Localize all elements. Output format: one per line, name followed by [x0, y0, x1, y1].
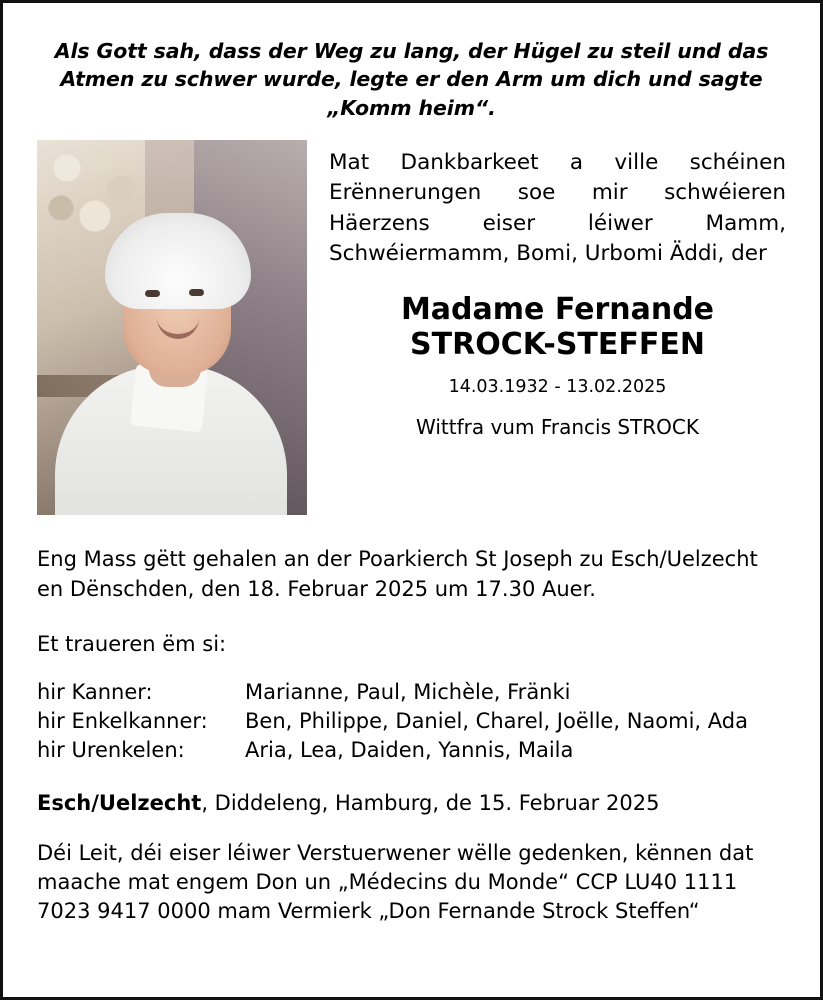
family-row: [37, 707, 786, 736]
donation-note: Déi Leit, déi eiser léiwer Verstuerwener wëlle gedenken, kënnen dat maache mat engem Don un „Médecins du Monde“ CCP LU40 1111 7023 9417 0000 mam Vermierk „Don Fernande Strock Steffen“: [37, 841, 754, 924]
portrait-hair: [105, 213, 251, 309]
life-dates: 14.03.1932 - 13.02.2025: [448, 376, 667, 397]
family-names: Ben, Philippe, Daniel, Charel, Joëlle, Naomi, Ada: [245, 709, 748, 734]
intro-text-column: [329, 140, 786, 439]
mass-info: Eng Mass gëtt gehalen an der Poarkierch St Joseph zu Esch/Uelzecht en Dënschden, den 18. Februar 2025 um 17.30 Auer.: [37, 546, 758, 601]
family-row: [37, 736, 786, 765]
primary-place: Esch/Uelzecht: [37, 791, 202, 816]
other-places: , Diddeleng, Hamburg, de 15. Februar 2025: [201, 791, 660, 816]
mourners-intro: Et traueren ëm si:: [37, 632, 227, 657]
family-names: Marianne, Paul, Michèle, Fränki: [245, 680, 571, 705]
deceased-name-line1: Madame Fernande: [400, 291, 715, 327]
deceased-name: [329, 292, 786, 363]
family-list: [37, 678, 786, 765]
family-names: Aria, Lea, Daiden, Yannis, Maila: [245, 738, 574, 763]
portrait-eye-right: [189, 289, 204, 296]
family-label: hir Enkelkanner:: [37, 709, 208, 734]
portrait-and-intro: [37, 140, 786, 515]
thanks-paragraph: Mat Dankbarkeet a ville schéinen Erënnerungen soe mir schwéieren Häerzens eiser léiwer Mamm, Schwéiermamm, Bomi, Urbomi Äddi, der: [329, 149, 786, 267]
portrait-eye-left: [145, 290, 160, 297]
widow-of-line: Wittfra vum Francis STROCK: [416, 414, 699, 439]
opening-quote: Als Gott sah, dass der Weg zu lang, der Hügel zu steil und das Atmen zu schwer wurde, legte er den Arm um dich und sagte „Komm heim“.: [54, 39, 769, 120]
places-and-date: [37, 791, 786, 815]
family-label: hir Kanner:: [37, 680, 153, 705]
family-row: [37, 678, 786, 707]
deceased-name-line2: STROCK-STEFFEN: [410, 327, 705, 363]
family-label: hir Urenkelen:: [37, 738, 185, 763]
portrait-photo: [37, 140, 307, 515]
